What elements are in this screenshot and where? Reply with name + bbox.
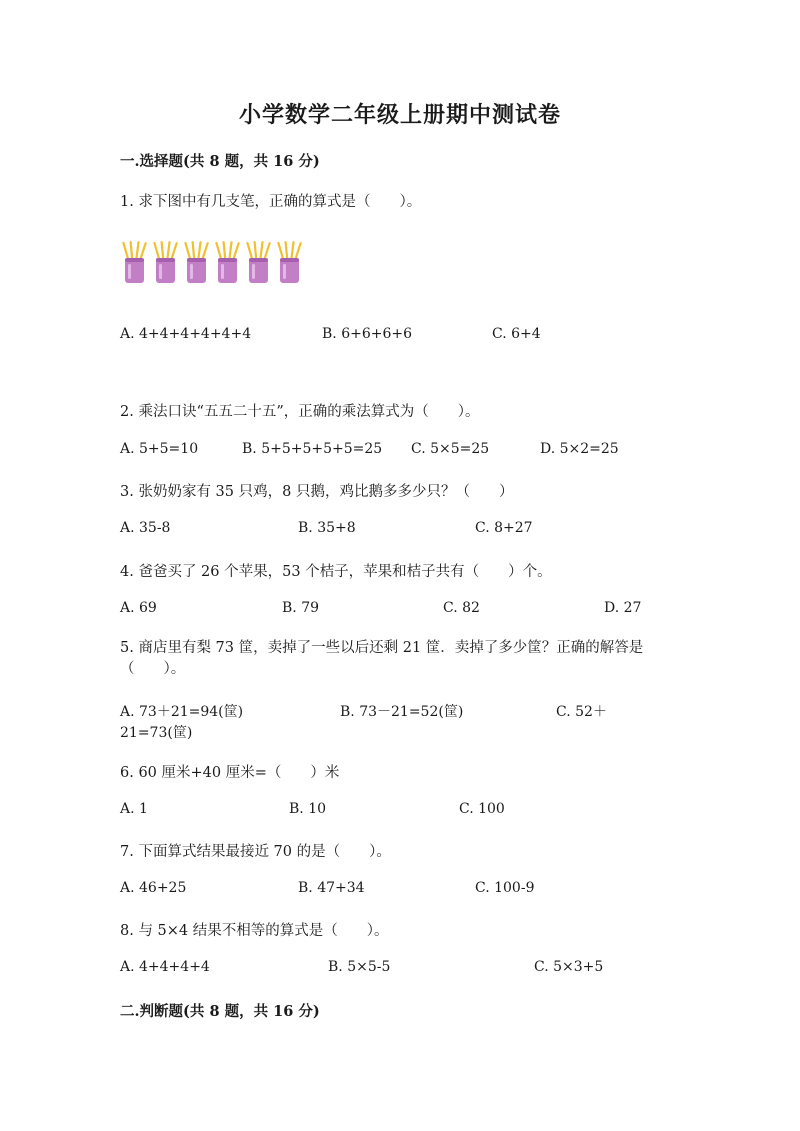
question-5: 5. 商店里有梨 73 筐，卖掉了一些以后还剩 21 筐．卖掉了多少筐？正确的解答是（ ）。 [120,640,644,677]
pencil-cup-icon [278,242,300,283]
q4-option-b[interactable]: B. 79 [282,600,320,616]
q6-option-b[interactable]: B. 10 [289,801,327,817]
q1-option-c[interactable]: C. 6+4 [492,326,541,342]
question-3: 3. 张奶奶家有 35 只鸡，8 只鹅，鸡比鹅多多少只？（ ） [120,484,514,500]
q5-option-b[interactable]: B. 73－21=52(筐) [340,704,464,720]
q7-option-c[interactable]: C. 100-9 [475,880,535,896]
q4-option-c[interactable]: C. 82 [443,600,480,616]
question-8: 8. 与 5×4 结果不相等的算式是（ ）。 [120,923,389,939]
q3-option-a[interactable]: A. 35-8 [120,520,171,536]
q1-option-b[interactable]: B. 6+6+6+6 [322,326,413,342]
q6-option-a[interactable]: A. 1 [120,801,148,817]
question-6: 6. 60 厘米+40 厘米=（ ）米 [120,765,340,781]
pencil-cup-icon [185,242,207,283]
q6-option-c[interactable]: C. 100 [459,801,505,817]
pencil-cups-figure [120,240,310,286]
q3-option-b[interactable]: B. 35+8 [298,520,356,536]
question-7: 7. 下面算式结果最接近 70 的是（ ）。 [120,844,391,860]
q8-option-c[interactable]: C. 5×3+5 [534,959,604,975]
q1-option-a[interactable]: A. 4+4+4+4+4+4 [120,326,252,342]
pencil-cup-icon [154,242,176,283]
q5-option-c[interactable]: C. 52＋ [556,704,607,720]
q4-option-d[interactable]: D. 27 [604,600,642,616]
q4-option-a[interactable]: A. 69 [120,600,157,616]
question-2: 2. 乘法口诀“五五二十五”，正确的乘法算式为（ ）。 [120,404,480,420]
pencil-cup-icon [247,242,269,283]
pencil-cup-icon [216,242,238,283]
q2-option-d[interactable]: D. 5×2=25 [540,441,619,457]
section-heading-choice: 一.选择题(共 8 题，共 16 分) [120,153,320,170]
q2-option-c[interactable]: C. 5×5=25 [411,441,490,457]
q8-option-b[interactable]: B. 5×5-5 [328,959,391,975]
q7-option-b[interactable]: B. 47+34 [298,880,365,896]
question-1: 1. 求下图中有几支笔，正确的算式是（ ）。 [120,194,422,210]
q8-option-a[interactable]: A. 4+4+4+4 [120,959,210,975]
q5-option-a[interactable]: A. 73＋21=94(筐) [120,704,244,720]
q5-option-c-continued[interactable]: 21=73(筐) [120,725,193,741]
q2-option-b[interactable]: B. 5+5+5+5+5=25 [242,441,383,457]
question-4: 4. 爸爸买了 26 个苹果，53 个桔子，苹果和桔子共有（ ）个。 [120,564,552,580]
section-heading-judgment: 二.判断题(共 8 题，共 16 分) [120,1003,320,1020]
q3-option-c[interactable]: C. 8+27 [475,520,533,536]
q7-option-a[interactable]: A. 46+25 [120,880,187,896]
pencil-cup-icon [123,242,145,283]
page-title: 小学数学二年级上册期中测试卷 [238,102,561,128]
q2-option-a[interactable]: A. 5+5=10 [120,441,199,457]
